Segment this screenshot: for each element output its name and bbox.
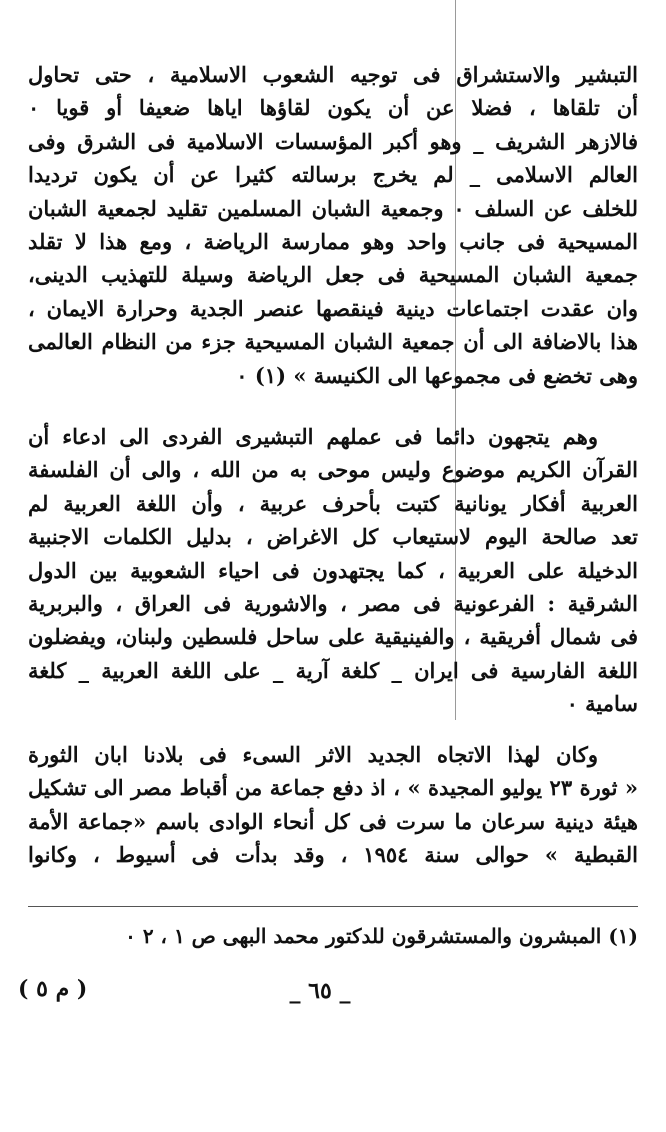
text-line: العربية أفكار يونانية كتبت بأحرف عربية ، وأن اللغة العربية لم xyxy=(28,490,638,516)
page-number: _ ٦٥ _ xyxy=(289,978,351,1004)
text-line: الشرقية : الفرعونية فى مصر ، والاشورية فى العراق ، والبربرية xyxy=(28,590,638,616)
text-line: أن تلقاها ، فضلا عن أن يكون لقاؤها اياها ضعيفا أو قويا ٠ xyxy=(28,95,638,121)
text-line: للخلف عن السلف ٠ وجمعية الشبان المسلمين تقليد لجمعية الشبان xyxy=(28,195,638,221)
paragraph-3 xyxy=(28,738,638,872)
footnote: (١) المبشرون والمستشرقون للدكتور محمد البهى ص ١ ، ٢ ٠ xyxy=(125,924,638,948)
text-line: وهم يتجهون دائما فى عملهم التبشيرى الفردى الى ادعاء أن xyxy=(28,424,598,449)
footnote-divider xyxy=(28,906,638,907)
text-line: سامية ٠ xyxy=(566,691,638,717)
text-line: « ثورة ٢٣ يوليو المجيدة » ، اذ دفع جماعة من أقباط مصر الى تشكيل xyxy=(28,775,638,801)
text-line: جمعية الشبان المسيحية فى جعل الرياضة وسيلة للتهذيب الدينى، xyxy=(28,262,638,288)
text-line: التبشير والاستشراق فى توجيه الشعوب الاسلامية ، حتى تحاول xyxy=(28,62,638,87)
text-line: هيئة دينية سرعان ما سرت فى كل أنحاء الوادى باسم «جماعة الأمة xyxy=(28,808,638,834)
text-line: القبطية » حوالى سنة ١٩٥٤ ، وقد بدأت فى أسيوط ، وكانوا xyxy=(28,842,638,868)
text-line: وكان لهذا الاتجاه الجديد الاثر السىء فى بلادنا ابان الثورة xyxy=(28,742,598,767)
text-line: اللغة الفارسية فى ايران _ كلغة آرية _ على اللغة العربية _ كلغة xyxy=(28,657,638,683)
text-line: تعد صالحة اليوم لاستيعاب كل الاغراض ، بدليل الكلمات الاجنبية xyxy=(28,524,638,550)
text-line: هذا بالاضافة الى أن جمعية الشبان المسيحية جزء من النظام العالمى xyxy=(28,329,638,355)
paragraph-2 xyxy=(28,420,638,721)
text-line: وهى تخضع فى مجموعها الى الكنيسة » (١) ٠ xyxy=(236,362,638,388)
paragraph-1 xyxy=(28,58,638,392)
text-line: الدخيلة على العربية ، كما يجتهدون فى احياء الشعوبية بين الدول xyxy=(28,557,638,583)
text-line: فى شمال أفريقية ، والفينيقية على ساحل فلسطين ولبنان، ويفضلون xyxy=(28,624,638,650)
text-line: القرآن الكريم موضوع وليس موحى به من الله ، والى أن الفلسفة xyxy=(28,457,638,483)
text-line: فالازهر الشريف _ وهو أكبر المؤسسات الاسلامية فى الشرق وفى xyxy=(28,128,638,154)
printer-signature: ( م ٥ ) xyxy=(18,976,88,1002)
text-line: وان عقدت اجتماعات دينية فينقصها عنصر الجدية وحرارة الايمان ، xyxy=(28,295,638,321)
text-line: المسيحية فى جانب واحد وهو ممارسة الرياضة ، ومع هذا لا تقلد xyxy=(28,228,638,254)
text-line: العالم الاسلامى _ لم يخرج برسالته كثيرا عن أن يكون ترديدا xyxy=(28,162,638,188)
